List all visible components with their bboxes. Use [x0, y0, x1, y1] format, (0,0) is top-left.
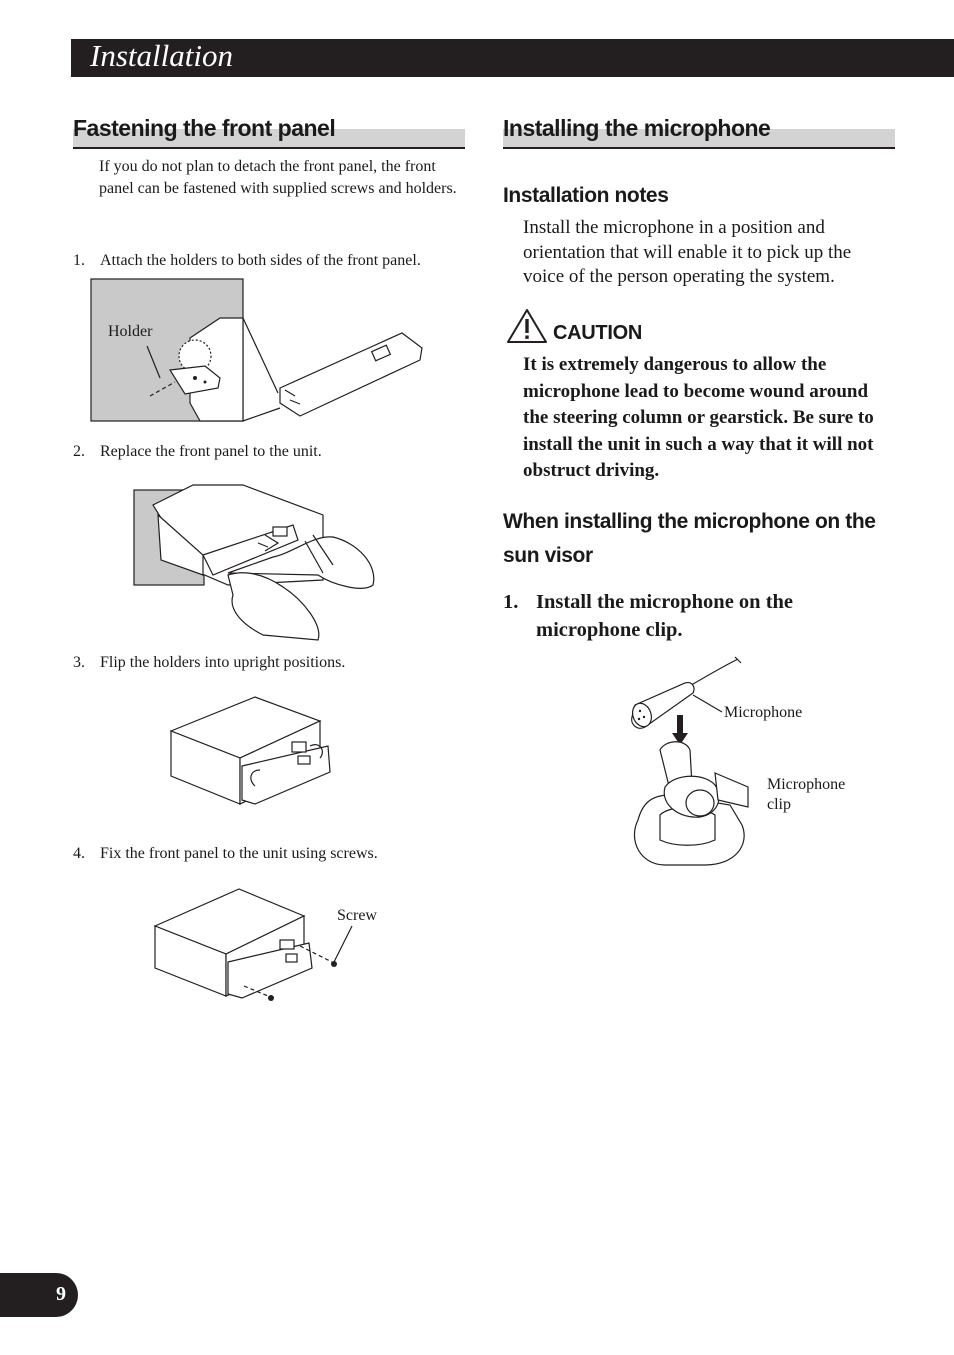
- step-number: 1.: [503, 591, 519, 613]
- step-text: Install the microphone on the microphone clip.: [536, 591, 794, 641]
- warning-triangle-icon: [506, 308, 548, 344]
- callout-microphone-clip: Microphone clip: [767, 776, 846, 813]
- intro-paragraph: If you do not plan to detach the front panel, the front panel can be fastened with supplied screws and holders.: [99, 158, 457, 197]
- subheading-sun-visor: When installing the microphone on the sun visor: [503, 510, 876, 567]
- step-number: 1.: [73, 252, 85, 269]
- step-number: 2.: [73, 443, 85, 460]
- callout-holder: Holder: [108, 323, 153, 340]
- step-text: Flip the holders into upright positions.: [100, 654, 346, 671]
- installation-notes-text: Install the microphone in a position and orientation that will enable it to pick up the voice of the person operating the system.: [523, 217, 852, 287]
- caution-label: CAUTION: [553, 322, 643, 344]
- figure-flip-holders: [170, 696, 335, 808]
- section-heading-microphone: Installing the microphone: [503, 115, 771, 141]
- page-number: 9: [56, 1283, 66, 1305]
- callout-screw: Screw: [337, 907, 377, 924]
- step-text: Attach the holders to both sides of the front panel.: [100, 252, 421, 269]
- callout-microphone: Microphone: [724, 704, 803, 721]
- section-heading-fastening: Fastening the front panel: [73, 115, 336, 141]
- page-number-tab: [0, 1273, 78, 1317]
- caution-text: It is extremely dangerous to allow the microphone lead to become wound around the steering column or gearstick. Be sure to install the unit in such a way that it will not obstruct driving.: [523, 354, 874, 481]
- step-number: 4.: [73, 845, 85, 862]
- page-title: Installation: [90, 38, 233, 73]
- figure-fix-screws: [154, 888, 364, 1003]
- step-text: Replace the front panel to the unit.: [100, 443, 322, 460]
- step-number: 3.: [73, 654, 85, 671]
- step-text: Fix the front panel to the unit using screws.: [100, 845, 378, 862]
- figure-microphone-clip: [630, 655, 755, 870]
- figure-replace-panel: [133, 475, 383, 645]
- subheading-installation-notes: Installation notes: [503, 184, 669, 207]
- figure-attach-holders: [90, 278, 430, 423]
